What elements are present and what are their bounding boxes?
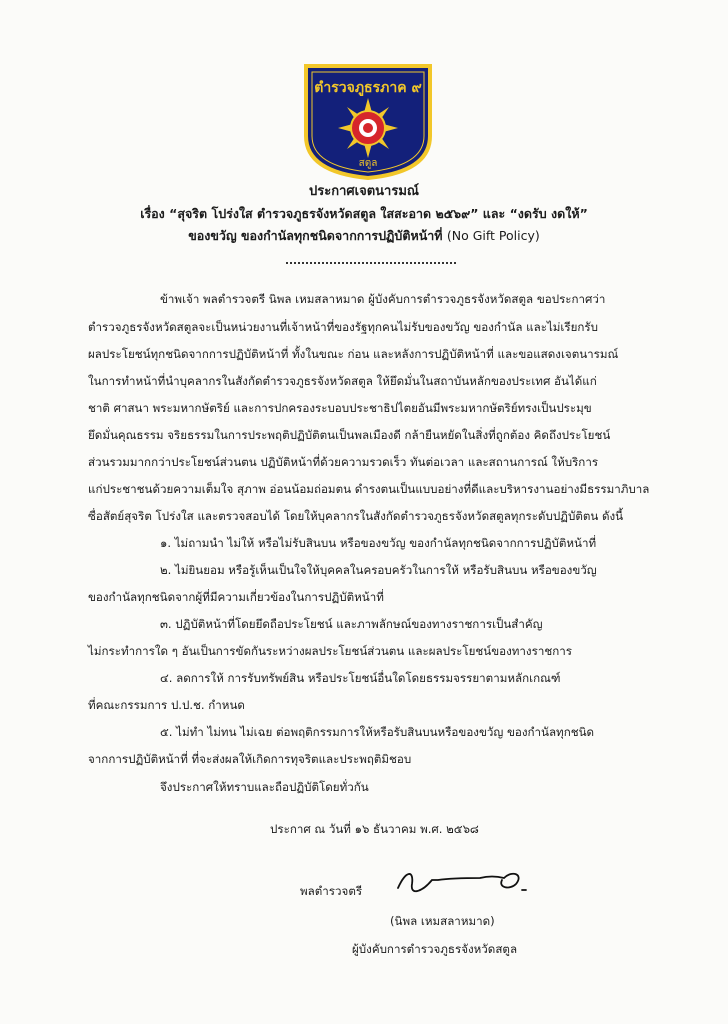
list-item-1: ๑. ไม่ถามนำ ไม่ให้ หรือไม่รับสินบน หรือของขวัญ ของกำนัลทุกชนิดจากการปฏิบัติหน้าที่	[160, 536, 597, 550]
subject-line: เรื่อง “สุจริต โปร่งใส ตำรวจภูธรจังหวัดสตูล ใสสะอาด ๒๕๖๙” และ “งดรับ งดให้”	[140, 206, 588, 221]
list-item-3: ๓. ปฏิบัติหน้าที่โดยยึดถือประโยชน์ และภาพลักษณ์ของทางราชการเป็นสำคัญ	[160, 617, 543, 631]
list-item-5-cont: จากการปฏิบัติหน้าที่ ที่จะส่งผลให้เกิดการทุจริตและประพฤติมิชอบ	[88, 752, 412, 766]
handwritten-signature-icon	[392, 866, 542, 902]
subject-line-2-thai: ของขวัญ ของกำนัลทุกชนิดจากการปฏิบัติหน้าที่	[188, 228, 443, 243]
list-item-4: ๔. ลดการให้ การรับทรัพย์สิน หรือประโยชน์อื่นใดโดยธรรมจรรยาตามหลักเกณฑ์	[160, 671, 561, 685]
paragraph-line: ผลประโยชน์ทุกชนิดจากการปฏิบัติหน้าที่ ทั้งในขณะ ก่อน และหลังการปฏิบัติหน้าที่ และขอแสดงเจตนารมณ์	[88, 347, 619, 361]
paragraph-line: ยึดมั่นคุณธรรม จริยธรรมในการประพฤติปฏิบัติตนเป็นพลเมืองดี กล้ายืนหยัดในสิ่งที่ถูกต้อง คิดถึงประโยชน์	[88, 428, 611, 442]
paragraph-line: ข้าพเจ้า พลตำรวจตรี นิพล เหมสลาหมาด ผู้บังคับการตำรวจภูธรจังหวัดสตูล ขอประกาศว่า	[160, 292, 606, 306]
paragraph-line: ซื่อสัตย์สุจริต โปร่งใส และตรวจสอบได้ โดยให้บุคลากรในสังกัดตำรวจภูธรจังหวัดสตูลทุกระดับปฏิบัติตน ดังนี้	[88, 509, 624, 523]
paragraph-line: ชาติ ศาสนา พระมหากษัตริย์ และการปกครองระบอบประชาธิปไตยอันมีพระมหากษัตริย์ทรงเป็นประมุข	[88, 401, 592, 415]
closing-statement: จึงประกาศให้ทราบและถือปฏิบัติโดยทั่วกัน	[160, 780, 369, 794]
dotted-divider	[286, 262, 456, 264]
paragraph-line: ส่วนรวมมากกว่าประโยชน์ส่วนตน ปฏิบัติหน้าที่ด้วยความรวดเร็ว ทันต่อเวลา และสถานการณ์ ให้บริการ	[88, 455, 599, 469]
signer-rank: พลตำรวจตรี	[300, 884, 363, 898]
signer-name: (นิพล เหมสลาหมาด)	[390, 914, 495, 928]
announcement-title: ประกาศเจตนารมณ์	[309, 184, 419, 199]
list-item-3-cont: ไม่กระทำการใด ๆ อันเป็นการขัดกันระหว่างผลประโยชน์ส่วนตน และผลประโยชน์ของทางราชการ	[88, 644, 572, 658]
list-item-2-cont: ของกำนัลทุกชนิดจากผู้ที่มีความเกี่ยวข้องในการปฏิบัติหน้าที่	[88, 590, 384, 604]
list-item-2: ๒. ไม่ยินยอม หรือรู้เห็นเป็นใจให้บุคคลในครอบครัวในการให้ หรือรับสินบน หรือของขวัญ	[160, 563, 597, 577]
paragraph-line: ตำรวจภูธรจังหวัดสตูลจะเป็นหน่วยงานที่เจ้าหน้าที่ของรัฐทุกคนไม่รับของขวัญ ของกำนัล และไม่เรียกรับ	[88, 320, 599, 334]
paragraph-line: แก่ประชาชนด้วยความเต็มใจ สุภาพ อ่อนน้อมถ่อมตน ดำรงตนเป็นแบบอย่างที่ดีและบริหารงานอย่างมีธรรมาภิบาล	[88, 482, 650, 496]
list-item-4-cont: ที่คณะกรรมการ ป.ป.ช. กำหนด	[88, 698, 245, 712]
paragraph-line: ในการทำหน้าที่นำบุคลากรในสังกัดตำรวจภูธรจังหวัดสตูล ให้ยึดมั่นในสถาบันหลักของประเทศ อันได้แก่	[88, 374, 597, 388]
emblem-arc-text: ตำรวจภูธรภาค ๙	[314, 80, 422, 96]
list-item-5: ๕. ไม่ทำ ไม่ทน ไม่เฉย ต่อพฤติกรรมการให้หรือรับสินบนหรือของขวัญ ของกำนัลทุกชนิด	[160, 725, 595, 739]
date-line: ประกาศ ณ วันที่ ๑๖ ธันวาคม พ.ศ. ๒๕๖๘	[270, 822, 479, 836]
emblem-bottom-text: สตูล	[358, 158, 378, 169]
police-emblem-icon	[298, 58, 438, 180]
subject-line-2	[0, 225, 728, 247]
signer-position: ผู้บังคับการตำรวจภูธรจังหวัดสตูล	[352, 942, 518, 956]
subject-line-2-english: (No Gift Policy)	[446, 228, 540, 243]
title-block	[0, 181, 728, 247]
